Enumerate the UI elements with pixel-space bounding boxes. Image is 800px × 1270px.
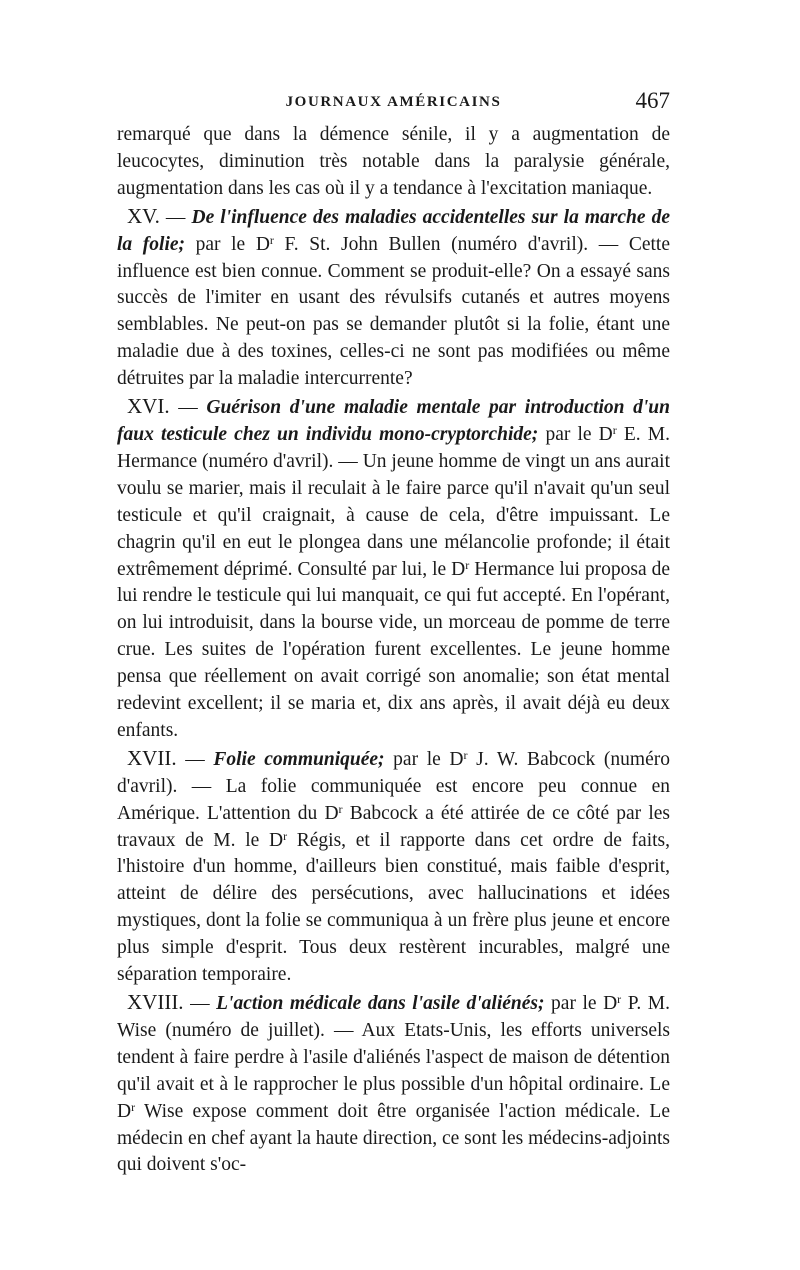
dash-separator: — <box>183 993 217 1014</box>
author-prefix: par le D <box>538 423 613 445</box>
superscript: r <box>612 422 617 437</box>
superscript: r <box>131 1099 136 1114</box>
superscript: r <box>463 747 468 762</box>
superscript: r <box>617 992 622 1006</box>
author-reference: J. W. Babcock (numéro d'avril). — <box>117 748 670 797</box>
superscript: r <box>269 232 274 247</box>
section-title: De l'influence des maladies accidentelles sur la marche de la folie; <box>117 206 671 255</box>
paragraph-continued <box>117 122 670 203</box>
superscript: r <box>338 801 343 816</box>
author-reference: E. M. Hermance (numéro d'avril). — <box>117 423 671 472</box>
superscript: r <box>465 557 470 572</box>
section-text: Un jeune homme de vingt un ans aurait voulu se marier, mais il reculait à le faire parce qu'il n'avait qu'un seul testicule et qu'il craignait, à cause de cela, d'être impuissant. Le chagrin qu'il en eut le plongea dans une mélancolie profonde; il était extrêmement déprimé. Consulté par lui, le D <box>117 450 670 580</box>
section-xvii <box>117 745 670 989</box>
section-number: XV. <box>127 203 160 228</box>
section-title: Guérison d'une maladie mentale par introduction d'un faux testicule chez un individu mono-cryptorchide; <box>117 397 671 445</box>
author-reference: P. M. Wise (numéro de juillet). — <box>117 993 670 1041</box>
section-xvi <box>117 393 670 745</box>
dash-separator: — <box>159 206 192 228</box>
section-title: L'action médicale dans l'asile d'aliénés; <box>216 993 545 1014</box>
section-text: Régis, et il rapporte dans cet ordre de faits, l'histoire d'un homme, d'ailleurs bien constitué, mais faible d'esprit, atteint de délire des persécutions, avec hallucinations et idées mystiques, dont la folie se communiqua à un frère plus jeune et encore plus simple d'esprit. Tous deux restèrent incurables, malgré une séparation temporaire. <box>117 829 671 986</box>
section-title: Folie communiquée; <box>213 748 385 770</box>
paragraph-text: remarqué que dans la démence sénile, il y a augmentation de leucocytes, diminution très notable dans la paralysie générale, augmentation dans les cas où il y a tendance à l'excitation maniaque. <box>117 124 670 199</box>
book-page <box>117 88 670 1179</box>
superscript: r <box>283 828 288 843</box>
section-xv <box>117 203 670 393</box>
section-number: XVII. <box>127 745 177 770</box>
author-reference: F. St. John Bullen (numéro d'avril). — <box>273 233 629 255</box>
dash-separator: — <box>176 748 214 770</box>
section-text: Babcock a été attirée de ce côté par les travaux de M. le D <box>117 802 670 851</box>
section-text: Wise expose comment doit être organisée l'action médicale. Le médecin en chef ayant la haute direction, ce sont les médecins-adjoints qui doivent s'oc- <box>117 1100 670 1176</box>
author-prefix: par le D <box>384 748 464 770</box>
section-text: Cette influence est bien connue. Comment se produit-elle? On a essayé sans succès de l'imiter en usant des révulsifs cutanés et autres moyens semblables. Ne peut-on pas se demander plutôt si la folie, étant une maladie due à des toxines, celles-ci ne sont pas modifiées ou même détruites par la maladie intercurrente? <box>117 233 670 390</box>
section-text: La folie communiquée est encore peu connue en Amérique. L'attention du D <box>117 775 670 824</box>
section-text: Aux Etats-Unis, les efforts universels tendent à faire perdre à l'asile d'aliénés l'aspect de maison de détention qu'il avait et à le rapprocher le plus possible d'un hôpital ordinaire. Le D <box>117 1019 670 1122</box>
author-prefix: par le D <box>185 233 270 255</box>
body-text <box>117 122 670 1179</box>
page-number: 467 <box>635 88 670 113</box>
section-xviii <box>117 989 670 1179</box>
section-text: Hermance lui proposa de lui rendre le testicule qui lui manquait, ce qui fut accepté. En l'opérant, on lui introduisit, dans la bourse vide, un morceau de pomme de terre crue. Les suites de l'opération furent excellentes. Le jeune homme pensa que réellement on avait corrigé son anomalie; son état mental redevint excellent; il se maria et, dix ans après, il avait déjà eu deux enfants. <box>117 558 670 741</box>
section-number: XVI. <box>127 394 170 419</box>
section-number: XVIII. <box>127 990 184 1014</box>
author-prefix: par le D <box>544 993 618 1014</box>
dash-separator: — <box>169 397 207 419</box>
running-title: JOURNAUX AMÉRICAINS <box>285 94 502 110</box>
running-header <box>117 88 670 122</box>
